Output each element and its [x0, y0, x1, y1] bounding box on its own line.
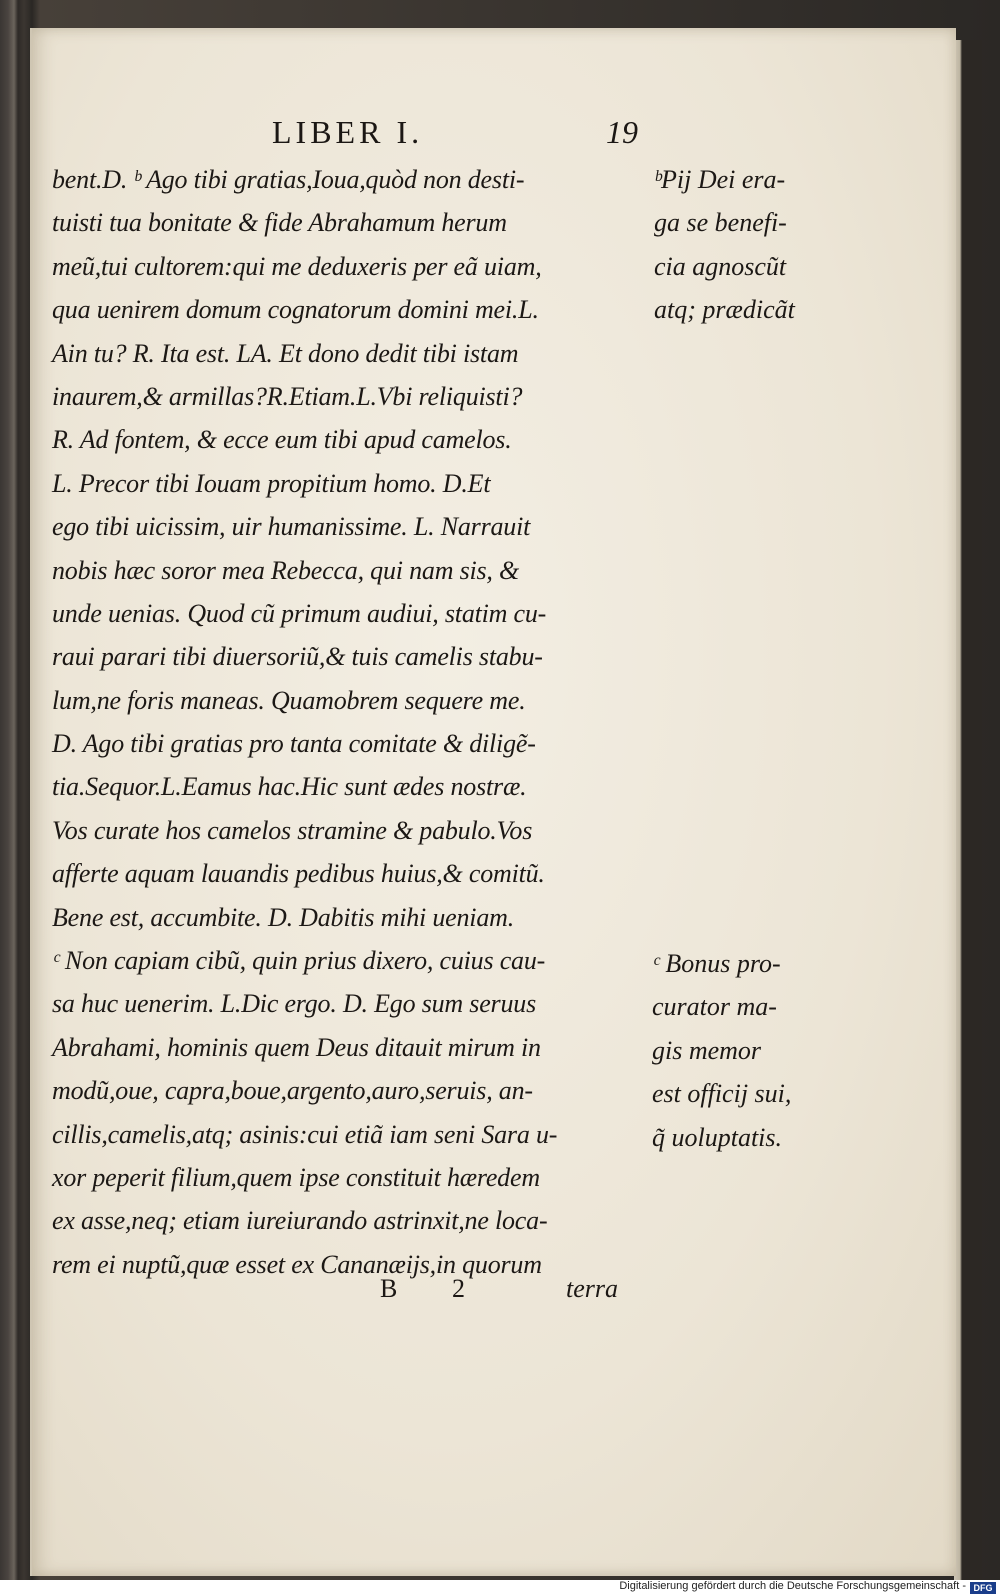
signature-number: 2: [452, 1274, 465, 1303]
text-line: ex asse,neq; etiam iureiurando astrinxit,ne loca-: [52, 1206, 548, 1236]
catchword: terra: [566, 1274, 618, 1303]
margin-line: ga se benefi-: [654, 208, 787, 238]
main-text-block: [52, 158, 652, 1286]
dfg-logo-icon: DFG: [970, 1582, 996, 1594]
margin-line: ᵇPij Dei era-: [654, 165, 786, 194]
text-line: Vos curate hos camelos stramine & pabulo.Vos: [52, 815, 533, 845]
text-line: modũ,oue, capra,boue,argento,auro,seruis, an-: [52, 1076, 533, 1106]
margin-line: q̃ uoluptatis.: [652, 1122, 783, 1152]
text-line: rem ei nuptũ,quæ esset ex Cananæijs,in quorum: [52, 1249, 542, 1279]
text-line: Ain tu? R. Ita est. LA. Et dono dedit tibi istam: [52, 338, 519, 368]
running-title: LIBER I.: [272, 114, 424, 150]
text-line: tia.Sequor.L.Eamus hac.Hic sunt ædes nostræ.: [52, 772, 527, 802]
text-line: lum,ne foris maneas. Quamobrem sequere me.: [52, 685, 526, 715]
text-line: D. Ago tibi gratias pro tanta comitate & diligẽ-: [52, 729, 536, 759]
text-line: inaurem,& armillas?R.Etiam.L.Vbi reliquisti?: [52, 381, 523, 411]
margin-line: atq; prædicãt: [654, 295, 795, 325]
margin-line: curator ma-: [652, 992, 777, 1022]
text-line: xor peperit filium,quem ipse constituit hæredem: [52, 1162, 540, 1192]
margin-line: est officij sui,: [652, 1079, 792, 1109]
text-line: nobis hæc soror mea Rebecca, qui nam sis, &: [52, 555, 520, 585]
running-header: [0, 114, 1000, 154]
marginal-note-c: [652, 942, 791, 1159]
margin-line: ᶜ Bonus pro-: [652, 949, 781, 978]
signature-mark: B: [380, 1274, 398, 1303]
text-line: afferte aquam lauandis pedibus huius,& comitũ.: [52, 859, 545, 889]
margin-line: gis memor: [652, 1035, 762, 1065]
text-line: ᶜ Non capiam cibũ, quin prius dixero, cuius cau-: [52, 946, 546, 976]
text-line: tuisti tua bonitate & fide Abrahamum herum: [52, 208, 507, 238]
catchline: [0, 1274, 1000, 1314]
page-edge: [954, 40, 982, 1580]
text-line: sa huc uenerim. L.Dic ergo. D. Ego sum seruus: [52, 989, 536, 1019]
text-line: ego tibi uicissim, uir humanissime. L. Narrauit: [52, 512, 531, 542]
text-line: Abrahami, hominis quem Deus ditauit mirum in: [52, 1032, 541, 1062]
text-line: bent.D. ᵇ Ago tibi gratias,Ioua,quòd non desti-: [52, 165, 525, 194]
marginal-note-b: [654, 158, 795, 332]
digitization-credit: Digitalisierung gefördert durch die Deutsche Forschungsgemeinschaft -: [619, 1580, 966, 1592]
text-line: raui parari tibi diuersoriũ,& tuis camelis stabu-: [52, 642, 543, 672]
text-line: cillis,camelis,atq; asinis:cui etiã iam seni Sara u-: [52, 1119, 558, 1149]
text-line: qua uenirem domum cognatorum domini mei.L.: [52, 295, 539, 325]
text-line: Bene est, accumbite. D. Dabitis mihi ueniam.: [52, 902, 514, 932]
text-line: R. Ad fontem, & ecce eum tibi apud camelos.: [52, 425, 512, 455]
page-number: 19: [606, 114, 638, 150]
text-line: unde uenias. Quod cũ primum audiui, statim cu-: [52, 598, 547, 628]
margin-line: cia agnoscũt: [654, 251, 787, 281]
text-line: meũ,tui cultorem:qui me deduxeris per eã uiam,: [52, 251, 542, 281]
text-line: L. Precor tibi Iouam propitium homo. D.Et: [52, 468, 491, 498]
